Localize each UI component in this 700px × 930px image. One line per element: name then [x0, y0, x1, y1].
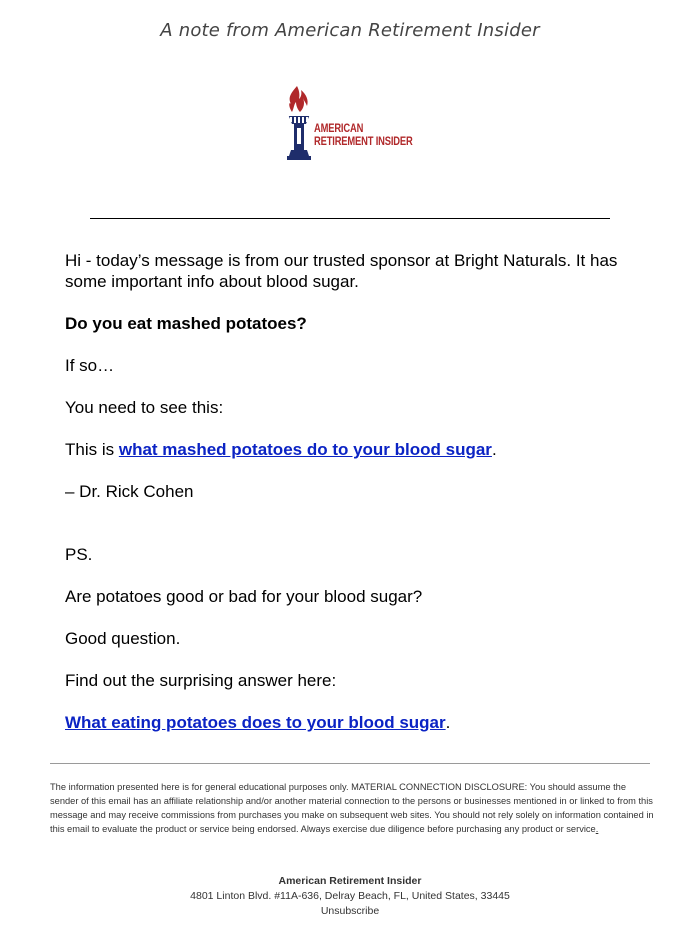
link1-prefix: This is	[65, 440, 119, 459]
good-question-line: Good question.	[65, 629, 181, 648]
link2-paragraph	[65, 712, 635, 733]
header-divider	[90, 218, 610, 219]
headline: Do you eat mashed potatoes?	[65, 314, 307, 333]
ps-label: PS.	[65, 545, 93, 564]
unsubscribe-link[interactable]: Unsubscribe	[320, 905, 380, 917]
footer-divider	[50, 763, 650, 764]
preheader-text: A note from American Retirement Insider	[160, 20, 540, 41]
torch-icon	[282, 84, 316, 166]
intro-paragraph: Hi - today’s message is from our trusted sponsor at Bright Naturals. It has some important info about blood sugar.	[65, 251, 618, 291]
footer-address: 4801 Linton Blvd. #11A-636, Delray Beach, FL, United States, 33445	[190, 890, 510, 902]
link1-suffix: .	[491, 440, 497, 459]
question-line: Are potatoes good or bad for your blood sugar?	[65, 587, 423, 606]
disclaimer-text: The information presented here is for general educational purposes only. MATERIAL CONNECTION DISCLOSURE: You should assume the sender of this email has an affiliate relationship and/or another material connection to the persons or businesses mentioned in or linked to from this message and may receive commissions from purchases you make on subsequent web sites. You should not rely solely on information contained in this email to evaluate the product or service being endorsed. Always exercise due diligence before purchasing any product or service	[50, 782, 654, 834]
find-out-line: Find out the surprising answer here:	[65, 671, 337, 690]
mashed-potatoes-link[interactable]: what mashed potatoes do to your blood sugar	[118, 440, 492, 459]
logo-wordmark	[314, 122, 413, 148]
disclaimer-trailing-link[interactable]: .	[595, 824, 599, 834]
logo-line-1: AMERICAN	[314, 121, 364, 135]
american-retirement-insider-logo[interactable]	[282, 84, 422, 166]
footer-org-name: American Retirement Insider	[278, 875, 422, 887]
need-to-see-line: You need to see this:	[65, 398, 224, 417]
link1-paragraph	[65, 439, 635, 460]
if-so-line: If so…	[65, 356, 115, 375]
eating-potatoes-link[interactable]: What eating potatoes does to your blood sugar	[65, 713, 446, 732]
email-footer	[0, 874, 700, 919]
logo-line-2: RETIREMENT INSIDER	[314, 134, 413, 148]
disclaimer	[50, 780, 654, 836]
email-body	[65, 250, 635, 754]
link2-suffix: .	[445, 713, 451, 732]
signature: – Dr. Rick Cohen	[65, 482, 194, 501]
